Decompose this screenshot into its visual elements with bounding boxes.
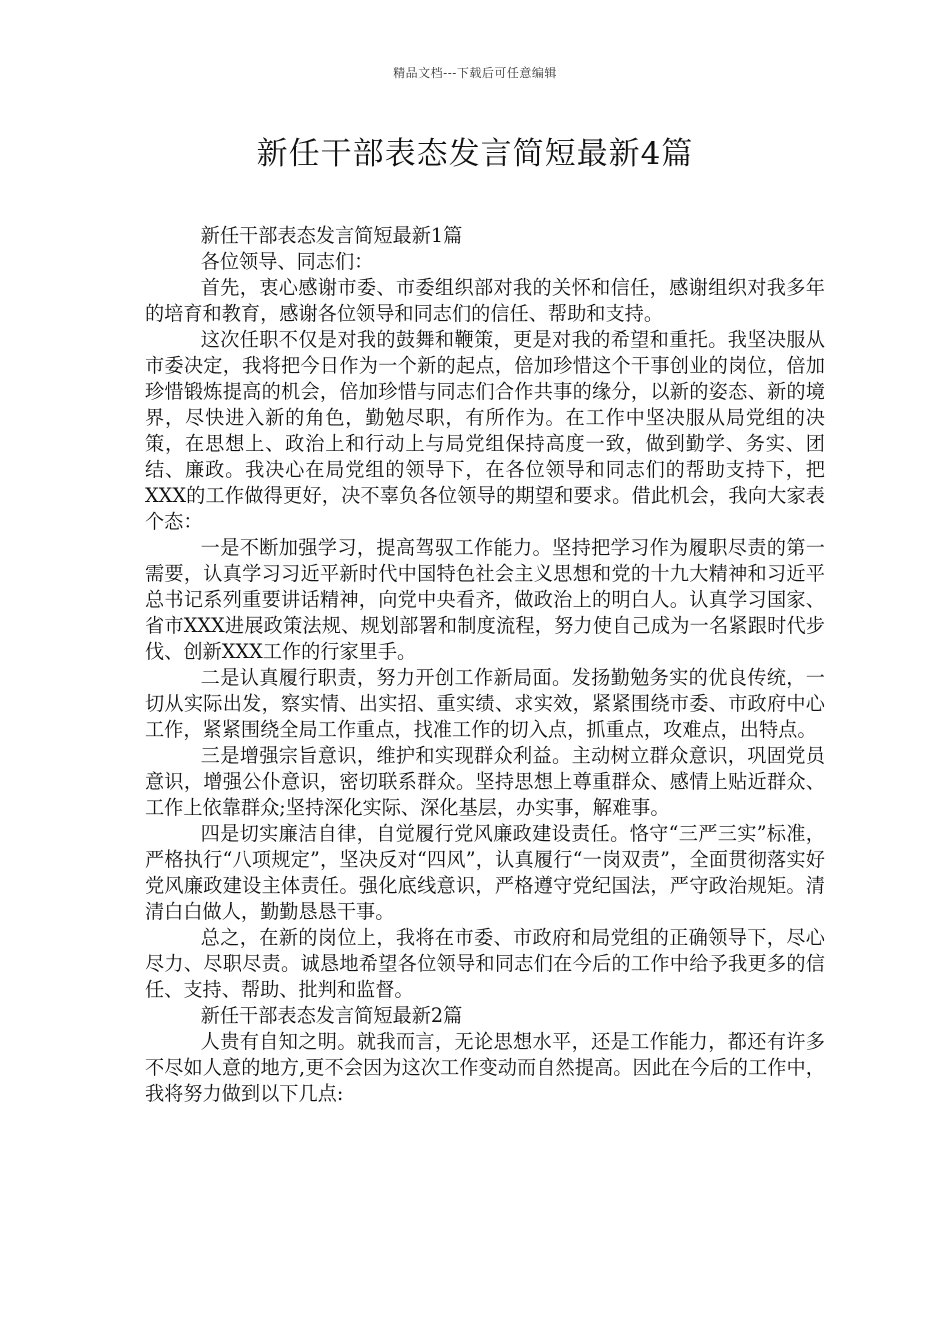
paragraph: 首先，衷心感谢市委、市委组织部对我的关怀和信任，感谢组织对我多年的培育和教育，感谢各位领导和同志们的信任、帮助和支持。 — [145, 276, 825, 325]
paragraph: 三是增强宗旨意识，维护和实现群众利益。主动树立群众意识，巩固党员意识，增强公仆意识，密切联系群众。坚持思想上尊重群众、感情上贴近群众、工作上依靠群众;坚持深化实际、深化基层，办实事，解难事。 — [145, 744, 825, 819]
section-heading-2: 新任干部表态发言简短最新2篇 — [200, 1004, 463, 1027]
document-title: 新任干部表态发言简短最新4篇 — [256, 136, 694, 172]
paragraph: 四是切实廉洁自律，自觉履行党风廉政建设责任。恪守“三严三实”标准，严格执行“八项规定”，坚决反对“四风”，认真履行“一岗双责”，全面贯彻落实好党风廉政建设主体责任。强化底线意识，严格遵守党纪国法，严守政治规矩。清清白白做人，勤勤恳恳干事。 — [145, 822, 825, 923]
paragraph: 这次任职不仅是对我的鼓舞和鞭策，更是对我的希望和重托。我坚决服从市委决定，我将把今日作为一个新的起点，倍加珍惜这个干事创业的岗位，倍加珍惜锻炼提高的机会，倍加珍惜与同志们合作共事的缘分，以新的姿态、新的境界，尽快进入新的角色，勤勉尽职，有所作为。在工作中坚决服从局党组的决策，在思想上、政治上和行动上与局党组保持高度一致，做到勤学、务实、团结、廉政。我决心在局党组的领导下，在各位领导和同志们的帮助支持下，把XXX的工作做得更好，决不辜负各位领导的期望和要求。借此机会，我向大家表个态： — [145, 328, 825, 533]
document-body — [145, 223, 825, 1107]
salutation: 各位领导、同志们： — [200, 250, 374, 273]
page-header: 精品文档---下载后可任意编辑 — [393, 66, 557, 80]
paragraph: 二是认真履行职责，努力开创工作新局面。发扬勤勉务实的优良传统，一切从实际出发，察实情、出实招、重实绩、求实效，紧紧围绕市委、市政府中心工作，紧紧围绕全局工作重点，找准工作的切入点，抓重点，攻难点，出特点。 — [145, 666, 825, 741]
section-heading-1: 新任干部表态发言简短最新1篇 — [200, 224, 463, 247]
paragraph: 一是不断加强学习，提高驾驭工作能力。坚持把学习作为履职尽责的第一需要，认真学习习近平新时代中国特色社会主义思想和党的十九大精神和习近平总书记系列重要讲话精神，向党中央看齐，做政治上的明白人。认真学习国家、省市XXX进展政策法规、规划部署和制度流程，努力使自己成为一名紧跟时代步伐、创新XXX工作的行家里手。 — [145, 536, 825, 663]
paragraph: 人贵有自知之明。就我而言，无论思想水平，还是工作能力，都还有许多不尽如人意的地方,更不会因为这次工作变动而自然提高。因此在今后的工作中，我将努力做到以下几点: — [145, 1030, 825, 1105]
paragraph: 总之，在新的岗位上，我将在市委、市政府和局党组的正确领导下，尽心尽力、尽职尽责。诚恳地希望各位领导和同志们在今后的工作中给予我更多的信任、支持、帮助、批判和监督。 — [145, 926, 825, 1001]
